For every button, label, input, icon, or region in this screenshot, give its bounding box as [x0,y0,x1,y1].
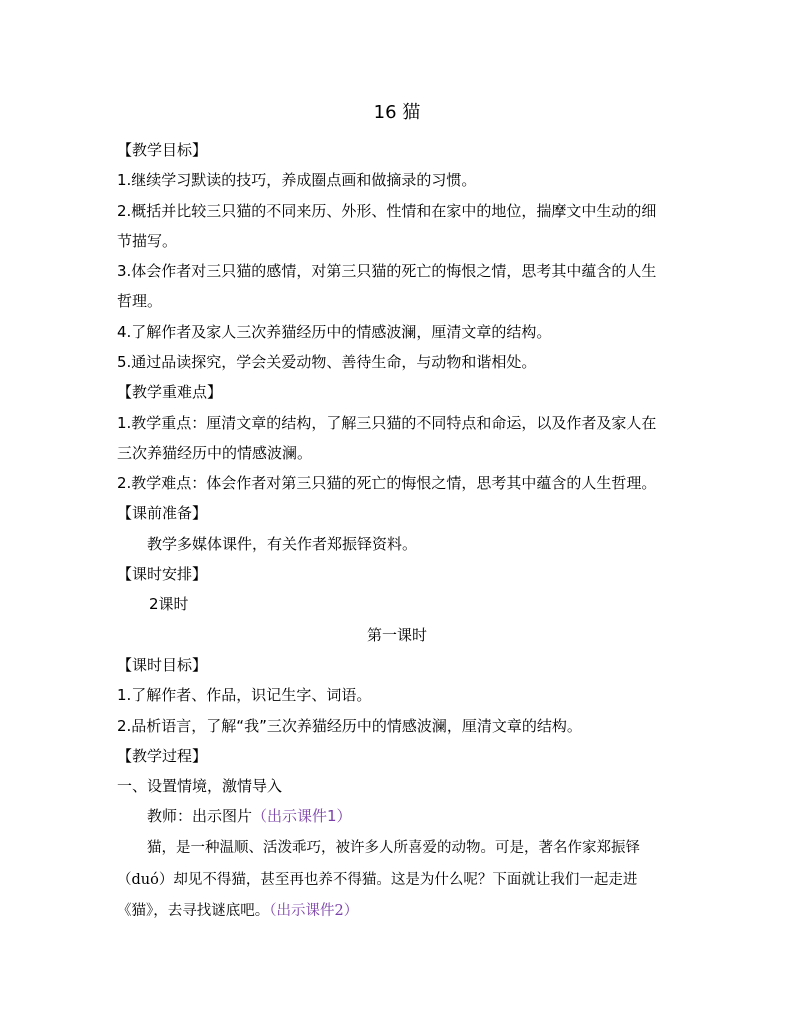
heading-teaching-goals: 【教学目标】 [117,141,208,159]
story-line-2: （duó）却见不得猫，甚至再也养不得猫。这是为什么呢？下面就让我们一起走进 [117,872,638,888]
key-point-1-cont: 三次养猫经历中的情感波澜。 [117,444,313,462]
lesson-goal-2: 2.品析语言，了解“我”三次养猫经历中的情感波澜，厘清文章的结构。 [117,717,582,735]
goal-2: 2.概括并比较三只猫的不同来历、外形、性情和在家中的地位，揣摩文中生动的细 [117,202,657,220]
goal-1: 1.继续学习默读的技巧，养成圈点画和做摘录的习惯。 [117,171,477,189]
key-point-2: 2.教学难点：体会作者对第三只猫的死亡的悔恨之情，思考其中蕴含的人生哲理。 [117,474,657,492]
goal-5: 5.通过品读探究，学会关爱动物、善待生命，与动物和谐相处。 [117,353,537,371]
heading-key-points: 【教学重难点】 [117,383,223,401]
page-title: 16 猫 [373,102,421,123]
heading-preparation: 【课前准备】 [117,504,208,522]
goal-3: 3.体会作者对三只猫的感情，对第三只猫的死亡的悔恨之情，思考其中蕴含的人生 [117,262,657,280]
heading-lesson-goals: 【课时目标】 [117,656,208,674]
goal-4: 4.了解作者及家人三次养猫经历中的情感波澜，厘清文章的结构。 [117,323,552,341]
courseware-link-1[interactable]: （出示课件1） [252,807,352,825]
teacher-line [147,806,713,826]
lesson-goal-1: 1.了解作者、作品，识记生字、词语。 [117,686,372,704]
courseware-link-2[interactable]: （出示课件2） [269,903,359,919]
lesson-one-title: 第一课时 [366,626,427,644]
story-line-3 [117,901,683,921]
preparation-text: 教学多媒体课件，有关作者郑振铎资料。 [147,535,418,553]
story-line-3-text: 《猫》，去寻找谜底吧。 [117,903,270,919]
key-point-1: 1.教学重点：厘清文章的结构，了解三只猫的不同特点和命运，以及作者及家人在 [117,414,657,432]
heading-process: 【教学过程】 [117,747,208,765]
section-one-title: 一、设置情境，激情导入 [117,777,283,795]
goal-3-cont: 哲理。 [117,292,163,310]
schedule-text: 2课时 [149,595,189,613]
goal-2-cont: 节描写。 [117,232,178,250]
teacher-text: 教师：出示图片 [147,807,253,825]
heading-schedule: 【课时安排】 [117,565,208,583]
story-line-1: 猫，是一种温顺、活泼乖巧，被许多人所喜爱的动物。可是，著名作家郑振铎 [147,840,640,856]
